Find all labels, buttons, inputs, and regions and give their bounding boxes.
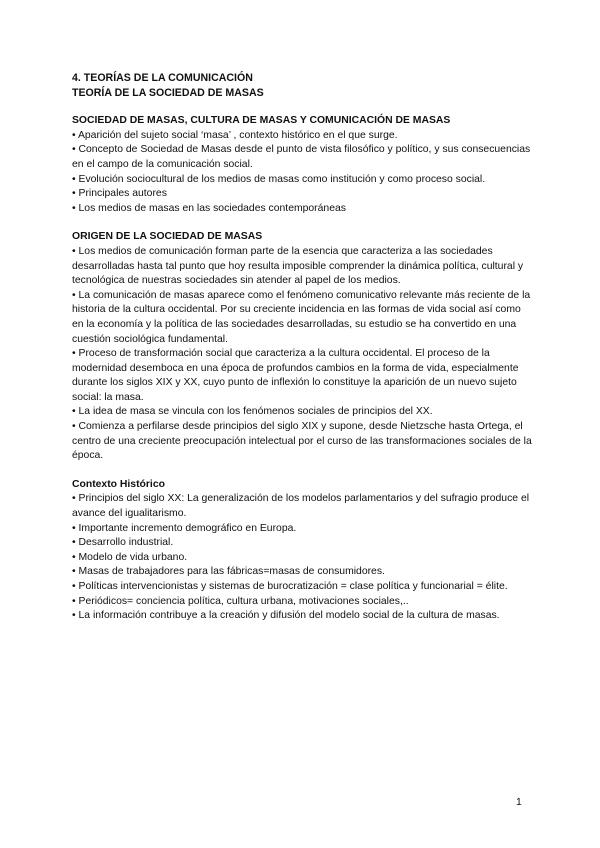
bullet-item: • Comienza a perfilarse desde principios del siglo XIX y supone, desde Nietzsche hasta Ortega, el centro de una creciente preocupación intelectual por el curso de las transformaciones sociales de la época. (72, 421, 532, 462)
bullet-item: • Masas de trabajadores para las fábricas=masas de consumidores. (72, 566, 385, 578)
section-heading: SOCIEDAD DE MASAS, CULTURA DE MASAS Y COMUNICACIÓN DE MASAS (72, 115, 451, 127)
chapter-title: 4. TEORÍAS DE LA COMUNICACIÓN (72, 72, 253, 84)
bullet-item: • Los medios de comunicación forman parte de la esencia que caracteriza a las sociedades desarrolladas hasta tal punto que hoy resulta imposible comprender la dinámica política, cultural y tecnológica de nuestras sociedades sin atender al papel de los medios. (72, 245, 524, 287)
chapter-subtitle: TEORÍA DE LA SOCIEDAD DE MASAS (72, 86, 264, 99)
section-origen (72, 230, 532, 464)
bullet-item: • Políticas intervencionistas y sistemas de burocratización = clase política y funcionarial = élite. (72, 581, 508, 592)
document-content (72, 71, 532, 624)
bullet-item: • Proceso de transformación social que caracteriza a la cultura occidental. El proceso de la modernidad desemboca en una época de profundos cambios en la forma de vida, especialmente durante los siglos XIX y XX, cuyo punto de inflexión lo constituye la aparición de un nuevo sujeto social: la masa. (72, 348, 519, 403)
bullet-item: • La información contribuye a la creación y difusión del modelo social de la cultura de masas. (72, 610, 500, 622)
bullet-item: • Modelo de vida urbano. (72, 551, 188, 563)
page-number: 1 (516, 797, 522, 808)
bullet-item: • Aparición del sujeto social ‘masa’ , contexto histórico en el que surge. (72, 129, 398, 141)
bullet-item: • Desarrollo industrial. (72, 537, 174, 549)
bullet-item: • Evolución sociocultural de los medios de masas como institución y como proceso social. (72, 173, 486, 185)
bullet-item: • Periódicos= conciencia política, cultura urbana, motivaciones sociales,.. (72, 595, 409, 607)
bullet-item: • La idea de masa se vincula con los fenómenos sociales de principios del XX. (72, 406, 433, 418)
bullet-item: • Principales autores (72, 188, 167, 200)
bullet-item: • Principios del siglo XX: La generalización de los modelos parlamentarios y del sufragio produce el avance del igualitarismo. (72, 493, 530, 520)
section-heading: Contexto Histórico (72, 478, 165, 490)
section-heading: ORIGEN DE LA SOCIEDAD DE MASAS (72, 231, 263, 243)
bullet-item: • Los medios de masas en las sociedades contemporáneas (72, 202, 346, 214)
section-sociedad-de-masas (72, 114, 532, 216)
bullet-item: • Importante incremento demográfico en Europa. (72, 522, 297, 534)
bullet-item: • Concepto de Sociedad de Masas desde el punto de vista filosófico y político, y sus consecuencias en el campo de la comunicación social. (72, 144, 531, 170)
section-contexto-historico (72, 478, 532, 624)
bullet-item: • La comunicación de masas aparece como el fenómeno comunicativo relevante más reciente de la historia de la cultura occidental. Por su creciente incidencia en las formas de vida social así como en la economía y la política de las sociedades desarrolladas, su estudio se ha convertido en una cuestión sociológica fundamental. (72, 289, 531, 345)
